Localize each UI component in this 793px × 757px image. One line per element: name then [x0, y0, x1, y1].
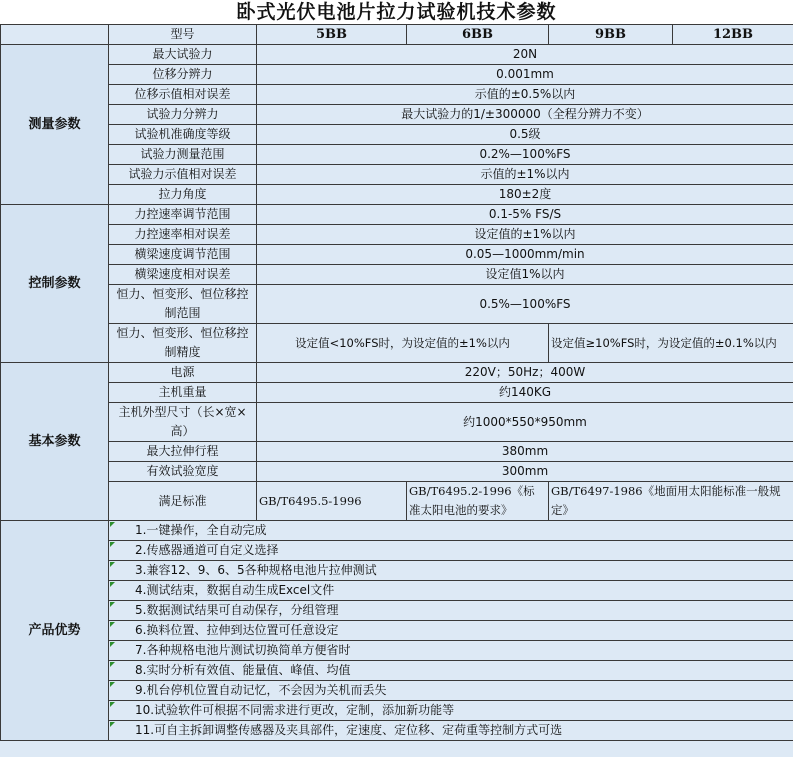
row-label: 恒力、恒变形、恒位移控制范围: [109, 285, 257, 324]
spec-table: [0, 24, 793, 741]
row-value: 0.05—1000mm/min: [257, 245, 793, 265]
table-row: [1, 125, 793, 145]
row-value: 0.2%—100%FS: [257, 145, 793, 165]
row-value: 180±2度: [257, 185, 793, 205]
category-basic: 基本参数: [1, 363, 109, 521]
table-row: [1, 621, 793, 641]
table-row: [1, 185, 793, 205]
model-label: 型号: [109, 25, 257, 45]
table-row: [1, 165, 793, 185]
advantage-item: [109, 601, 793, 621]
table-row: [1, 442, 793, 462]
table-row: [1, 541, 793, 561]
table-row: [1, 105, 793, 125]
advantage-item: [109, 641, 793, 661]
precision-low: 设定值<10%FS时，为设定值的±1%以内: [257, 324, 549, 363]
advantage-text: 5.数据测试结果可自动保存，分组管理: [135, 603, 339, 617]
table-row: [1, 721, 793, 741]
advantage-item: [109, 541, 793, 561]
table-row: [1, 462, 793, 482]
row-label: 横梁速度调节范围: [109, 245, 257, 265]
standard-2: GB/T6495.2-1996《标准太阳电池的要求》: [407, 482, 549, 521]
row-label: 试验机准确度等级: [109, 125, 257, 145]
table-row: [1, 85, 793, 105]
row-label: 主机外型尺寸（长×宽×高）: [109, 403, 257, 442]
table-row: [1, 581, 793, 601]
cell-marker-icon: [110, 522, 115, 527]
cell-marker-icon: [110, 682, 115, 687]
advantage-text: 4.测试结束，数据自动生成Excel文件: [135, 583, 335, 597]
advantage-item: [109, 621, 793, 641]
advantage-item: [109, 521, 793, 541]
cell-marker-icon: [110, 602, 115, 607]
row-value: 0.1-5% FS/S: [257, 205, 793, 225]
standard-1: GB/T6495.5-1996: [257, 482, 407, 521]
advantage-item: [109, 581, 793, 601]
category-control: 控制参数: [1, 205, 109, 363]
row-value: 380mm: [257, 442, 793, 462]
advantage-text: 11.可自主拆卸调整传感器及夹具部件，定速度、定位移、定荷重等控制方式可选: [135, 723, 563, 737]
cell-marker-icon: [110, 622, 115, 627]
row-label: 力控速率调节范围: [109, 205, 257, 225]
row-value: 约1000*550*950mm: [257, 403, 793, 442]
page-title: 卧式光伏电池片拉力试验机技术参数: [0, 0, 793, 25]
row-value: 300mm: [257, 462, 793, 482]
advantage-item: [109, 721, 793, 741]
row-value: 0.5级: [257, 125, 793, 145]
model-9bb: 9BB: [549, 25, 673, 45]
advantage-text: 3.兼容12、9、6、5各种规格电池片拉伸测试: [135, 563, 377, 577]
precision-high: 设定值≥10%FS时，为设定值的±0.1%以内: [549, 324, 793, 363]
category-measurement: 测量参数: [1, 45, 109, 205]
advantage-item: [109, 561, 793, 581]
table-row: [1, 225, 793, 245]
model-5bb: 5BB: [257, 25, 407, 45]
category-advantages: 产品优势: [1, 521, 109, 741]
corner-cell: [1, 25, 109, 45]
table-row: [1, 65, 793, 85]
row-value: 设定值的±1%以内: [257, 225, 793, 245]
row-label: 力控速率相对误差: [109, 225, 257, 245]
advantage-text: 10.试验软件可根据不同需求进行更改，定制，添加新功能等: [135, 703, 455, 717]
advantage-text: 9.机台停机位置自动记忆，不会因为关机而丢失: [135, 683, 387, 697]
cell-marker-icon: [110, 562, 115, 567]
row-label: 位移示值相对误差: [109, 85, 257, 105]
cell-marker-icon: [110, 662, 115, 667]
row-label: 试验力分辨力: [109, 105, 257, 125]
row-label: 试验力示值相对误差: [109, 165, 257, 185]
row-value: 220V；50Hz；400W: [257, 363, 793, 383]
row-value: 示值的±1%以内: [257, 165, 793, 185]
table-row: [1, 661, 793, 681]
standard-3: GB/T6497-1986《地面用太阳能标准一般规定》: [549, 482, 793, 521]
row-value: 示值的±0.5%以内: [257, 85, 793, 105]
advantage-item: [109, 661, 793, 681]
row-value: 20N: [257, 45, 793, 65]
table-row: [1, 45, 793, 65]
advantage-text: 8.实时分析有效值、能量值、峰值、均值: [135, 663, 351, 677]
row-label: 拉力角度: [109, 185, 257, 205]
table-row: [1, 482, 793, 521]
cell-marker-icon: [110, 722, 115, 727]
row-value: 设定值1%以内: [257, 265, 793, 285]
row-label: 最大试验力: [109, 45, 257, 65]
table-row: [1, 681, 793, 701]
row-value: 约140KG: [257, 383, 793, 403]
table-row: [1, 601, 793, 621]
advantage-item: [109, 701, 793, 721]
row-value: 最大试验力的1/±300000（全程分辨力不变）: [257, 105, 793, 125]
row-label: 恒力、恒变形、恒位移控制精度: [109, 324, 257, 363]
row-label: 位移分辨力: [109, 65, 257, 85]
table-row: [1, 403, 793, 442]
row-label: 横梁速度相对误差: [109, 265, 257, 285]
model-12bb: 12BB: [673, 25, 793, 45]
table-row: [1, 285, 793, 324]
table-row: [1, 383, 793, 403]
cell-marker-icon: [110, 542, 115, 547]
model-6bb: 6BB: [407, 25, 549, 45]
advantage-text: 1.一键操作，全自动完成: [135, 523, 267, 537]
table-row: [1, 265, 793, 285]
table-row: [1, 145, 793, 165]
cell-marker-icon: [110, 642, 115, 647]
row-label: 试验力测量范围: [109, 145, 257, 165]
table-row: [1, 521, 793, 541]
advantage-text: 7.各种规格电池片测试切换简单方便省时: [135, 643, 351, 657]
table-row: [1, 324, 793, 363]
advantage-text: 6.换料位置、拉伸到达位置可任意设定: [135, 623, 339, 637]
table-row: [1, 205, 793, 225]
advantage-item: [109, 681, 793, 701]
table-row: [1, 641, 793, 661]
row-label: 电源: [109, 363, 257, 383]
row-label: 有效试验宽度: [109, 462, 257, 482]
row-value: 0.001mm: [257, 65, 793, 85]
cell-marker-icon: [110, 702, 115, 707]
table-row: [1, 561, 793, 581]
row-label: 最大拉伸行程: [109, 442, 257, 462]
row-label: 满足标准: [109, 482, 257, 521]
row-value: 0.5%—100%FS: [257, 285, 793, 324]
table-row: [1, 701, 793, 721]
table-row: [1, 245, 793, 265]
cell-marker-icon: [110, 582, 115, 587]
model-header-row: [1, 25, 793, 45]
advantage-text: 2.传感器通道可自定义选择: [135, 543, 279, 557]
row-label: 主机重量: [109, 383, 257, 403]
table-row: [1, 363, 793, 383]
